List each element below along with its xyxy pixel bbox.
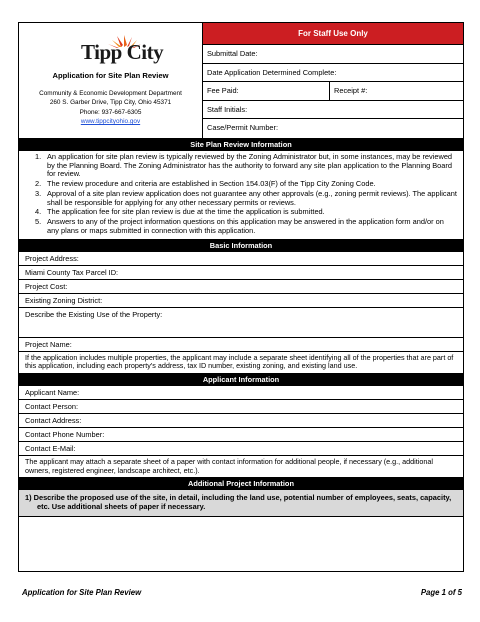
proposed-use-question: 1) Describe the proposed use of the site, in detail, including the land use, potential number of employees, seats, capacity, etc. Use additional sheets of paper if necessary.	[19, 490, 463, 517]
staff-initials-field[interactable]	[203, 101, 463, 120]
department-info	[19, 89, 202, 126]
zoning-district-label: Existing Zoning District:	[25, 295, 103, 305]
submittal-date-label: Submittal Date:	[207, 49, 258, 58]
footer-form-name: Application for Site Plan Review	[22, 588, 142, 597]
basic-info-heading: Basic Information	[19, 239, 463, 252]
contact-email-field[interactable]	[19, 442, 463, 456]
site-plan-info-heading: Site Plan Review Information	[19, 139, 463, 151]
list-item	[35, 190, 457, 207]
applicant-name-field[interactable]	[19, 386, 463, 400]
list-item	[35, 218, 457, 235]
list-item	[35, 180, 457, 189]
item-number: 3.	[35, 188, 42, 198]
parcel-id-label: Miami County Tax Parcel ID:	[25, 267, 119, 277]
item-number: 1.	[35, 152, 42, 161]
project-cost-field[interactable]	[19, 280, 463, 294]
project-cost-label: Project Cost:	[25, 281, 68, 291]
staff-use-heading: For Staff Use Only	[203, 23, 463, 45]
item-text: The review procedure and criteria are established in Section 154.03(F) of the Tipp City Zoning Code.	[47, 179, 376, 189]
existing-use-field[interactable]	[19, 308, 463, 338]
contact-email-label: Contact E-Mail:	[25, 443, 76, 453]
item-number: 4.	[35, 207, 42, 217]
contact-address-label: Contact Address:	[25, 415, 82, 425]
item-number: 2.	[35, 179, 42, 189]
receipt-label: Receipt #:	[334, 86, 368, 95]
submittal-date-field[interactable]	[203, 45, 463, 64]
contact-address-field[interactable]	[19, 414, 463, 428]
contact-person-field[interactable]	[19, 400, 463, 414]
item-text: Answers to any of the project information questions on this application may be answered in the application form and/or on any plans or maps submitted in connection with this application.	[47, 217, 444, 235]
multiple-properties-note: If the application includes multiple properties, the applicant may include a separate sheet identifying all of the properties that are part of this application, including each property's address, tax ID number, existing zoning, and existing land use.	[25, 352, 454, 371]
item-text: The application fee for site plan review is due at the time the application is submitted.	[47, 207, 325, 217]
additional-contacts-note: The applicant may attach a separate sheet of a paper with contact information for additional people, if necessary (e.g., additional owners, registered engineer, landscape architect, etc.).	[25, 456, 433, 475]
existing-use-label: Describe the Existing Use of the Property:	[25, 309, 163, 319]
list-item	[35, 208, 457, 217]
item-text: Approval of a site plan review application does not guarantee any other approvals (e.g., zoning permit reviews). The applicant shall be responsible for applying for any other necessary permits or reviews.	[47, 188, 457, 207]
department-address: 260 S. Garber Drive, Tipp City, Ohio 45371	[49, 99, 172, 107]
contact-phone-field[interactable]	[19, 428, 463, 442]
staff-use-box	[203, 23, 463, 139]
form-frame	[18, 22, 464, 572]
list-item	[35, 153, 457, 179]
site-plan-info-list	[19, 151, 463, 239]
project-name-label: Project Name:	[25, 339, 72, 349]
contact-phone-label: Contact Phone Number:	[25, 429, 105, 439]
determined-complete-label: Date Application Determined Complete:	[207, 67, 337, 77]
agency-block	[19, 23, 203, 139]
staff-initials-label: Staff Initials:	[207, 104, 248, 114]
case-permit-field[interactable]	[203, 119, 463, 138]
applicant-info-heading: Applicant Information	[19, 373, 463, 386]
determined-complete-field[interactable]	[203, 64, 463, 83]
project-address-field[interactable]	[19, 252, 463, 266]
item-number: 5.	[35, 217, 42, 227]
website-link[interactable]: www.tippcityohio.gov	[80, 117, 141, 125]
receipt-field[interactable]	[329, 82, 367, 100]
additional-info-heading: Additional Project Information	[19, 477, 463, 490]
case-permit-label: Case/Permit Number:	[207, 123, 279, 132]
page-footer	[22, 588, 462, 597]
logo-wordmark: Tipp City	[81, 40, 164, 64]
item-text: An application for site plan review is typically reviewed by the Zoning Administrator but, in some instances, may be reviewed by the Planning Board. The Zoning Administrator has the authority to forward any site plan application to the Planning Board for review.	[47, 152, 453, 179]
parcel-id-field[interactable]	[19, 266, 463, 280]
fee-paid-label[interactable]: Fee Paid:	[207, 86, 239, 95]
applicant-name-label: Applicant Name:	[25, 387, 80, 397]
contact-person-label: Contact Person:	[25, 401, 78, 411]
project-address-label: Project Address:	[25, 253, 79, 263]
page-number: Page 1 of 5	[420, 588, 462, 597]
fee-receipt-row	[203, 82, 463, 101]
department-phone: Phone: 937-667-6305	[79, 108, 142, 116]
project-name-field[interactable]	[19, 338, 463, 352]
department-name: Community & Economic Development Department	[39, 90, 182, 97]
form-header	[19, 23, 463, 139]
zoning-district-field[interactable]	[19, 294, 463, 308]
proposed-use-answer-area[interactable]	[19, 517, 463, 571]
form-title: Application for Site Plan Review	[52, 71, 169, 80]
